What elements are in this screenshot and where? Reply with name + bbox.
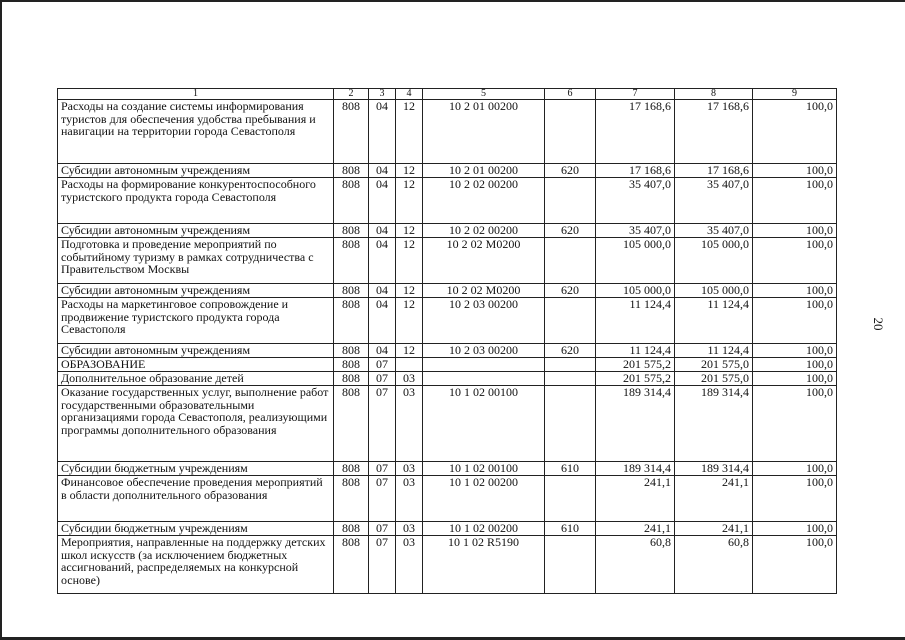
header-cell: 2 bbox=[334, 89, 369, 100]
table-row bbox=[58, 358, 837, 372]
row-percent-cell: 100,0 bbox=[753, 372, 837, 386]
row-target-article-cell: 10 1 02 00100 bbox=[423, 386, 545, 462]
row-expense-type-cell: 610 bbox=[545, 462, 596, 476]
row-subsection-cell: 12 bbox=[396, 224, 423, 238]
row-expense-type-cell bbox=[545, 536, 596, 594]
row-actual-cell: 35 407,0 bbox=[675, 178, 753, 224]
row-code-cell: 808 bbox=[334, 164, 369, 178]
row-actual-cell: 201 575,0 bbox=[675, 372, 753, 386]
row-target-article-cell: 10 1 02 00100 bbox=[423, 462, 545, 476]
row-subsection-cell: 12 bbox=[396, 178, 423, 224]
row-target-article-cell: 10 2 01 00200 bbox=[423, 164, 545, 178]
row-plan-cell: 35 407,0 bbox=[596, 178, 675, 224]
row-expense-type-cell: 620 bbox=[545, 284, 596, 298]
row-target-article-cell: 10 1 02 R5190 bbox=[423, 536, 545, 594]
table-row bbox=[58, 298, 837, 344]
row-name-cell: Субсидии автономным учреждениям bbox=[58, 344, 334, 358]
table-row bbox=[58, 284, 837, 298]
row-percent-cell: 100,0 bbox=[753, 536, 837, 594]
row-plan-cell: 105 000,0 bbox=[596, 238, 675, 284]
row-code-cell: 808 bbox=[334, 238, 369, 284]
row-target-article-cell: 10 1 02 00200 bbox=[423, 476, 545, 522]
row-percent-cell: 100,0 bbox=[753, 224, 837, 238]
row-actual-cell: 241,1 bbox=[675, 476, 753, 522]
header-cell: 1 bbox=[58, 89, 334, 100]
row-target-article-cell: 10 2 01 00200 bbox=[423, 100, 545, 164]
row-code-cell: 808 bbox=[334, 386, 369, 462]
row-expense-type-cell: 610 bbox=[545, 522, 596, 536]
table-row bbox=[58, 386, 837, 462]
row-code-cell: 808 bbox=[334, 536, 369, 594]
row-plan-cell: 35 407,0 bbox=[596, 224, 675, 238]
row-plan-cell: 241,1 bbox=[596, 522, 675, 536]
row-expense-type-cell bbox=[545, 298, 596, 344]
row-actual-cell: 105 000,0 bbox=[675, 238, 753, 284]
row-subsection-cell: 03 bbox=[396, 386, 423, 462]
row-actual-cell: 105 000,0 bbox=[675, 284, 753, 298]
row-percent-cell: 100,0 bbox=[753, 100, 837, 164]
header-cell: 5 bbox=[423, 89, 545, 100]
row-subsection-cell: 03 bbox=[396, 462, 423, 476]
row-code-cell: 808 bbox=[334, 344, 369, 358]
row-actual-cell: 241,1 bbox=[675, 522, 753, 536]
row-section-cell: 04 bbox=[369, 100, 396, 164]
row-section-cell: 04 bbox=[369, 164, 396, 178]
row-name-cell: Дополнительное образование детей bbox=[58, 372, 334, 386]
row-code-cell: 808 bbox=[334, 372, 369, 386]
row-percent-cell: 100,0 bbox=[753, 358, 837, 372]
row-percent-cell: 100,0 bbox=[753, 522, 837, 536]
row-actual-cell: 35 407,0 bbox=[675, 224, 753, 238]
row-subsection-cell: 12 bbox=[396, 100, 423, 164]
row-expense-type-cell bbox=[545, 372, 596, 386]
row-expense-type-cell bbox=[545, 238, 596, 284]
row-name-cell: Субсидии бюджетным учреждениям bbox=[58, 522, 334, 536]
table-row bbox=[58, 476, 837, 522]
row-actual-cell: 11 124,4 bbox=[675, 298, 753, 344]
row-plan-cell: 11 124,4 bbox=[596, 344, 675, 358]
table-row bbox=[58, 238, 837, 284]
row-subsection-cell: 12 bbox=[396, 238, 423, 284]
row-name-cell: Мероприятия, направленные на поддержку детских школ искусств (за исключением бюджетных ассигнований, распределяемых на конкурсной основе) bbox=[58, 536, 334, 594]
row-name-cell: Расходы на создание системы информирования туристов для обеспечения удобства пребывания и навигации на территории города Севастополя bbox=[58, 100, 334, 164]
row-percent-cell: 100,0 bbox=[753, 462, 837, 476]
table-row bbox=[58, 372, 837, 386]
row-subsection-cell: 03 bbox=[396, 536, 423, 594]
row-section-cell: 07 bbox=[369, 522, 396, 536]
page-border-left bbox=[0, 0, 2, 640]
row-percent-cell: 100,0 bbox=[753, 178, 837, 224]
row-name-cell: Субсидии автономным учреждениям bbox=[58, 284, 334, 298]
row-actual-cell: 189 314,4 bbox=[675, 386, 753, 462]
row-expense-type-cell bbox=[545, 476, 596, 522]
row-subsection-cell: 03 bbox=[396, 476, 423, 522]
table-row bbox=[58, 224, 837, 238]
row-plan-cell: 189 314,4 bbox=[596, 386, 675, 462]
header-cell: 9 bbox=[753, 89, 837, 100]
row-name-cell: Оказание государственных услуг, выполнение работ государственными образовательными организациями города Севастополя, реализующими программы дополнительного образования bbox=[58, 386, 334, 462]
row-name-cell: Подготовка и проведение мероприятий по событийному туризму в рамках сотрудничества с Правительством Москвы bbox=[58, 238, 334, 284]
table-header-row bbox=[58, 89, 837, 100]
row-name-cell: Субсидии бюджетным учреждениям bbox=[58, 462, 334, 476]
row-code-cell: 808 bbox=[334, 522, 369, 536]
row-code-cell: 808 bbox=[334, 476, 369, 522]
row-expense-type-cell bbox=[545, 178, 596, 224]
row-actual-cell: 60,8 bbox=[675, 536, 753, 594]
row-name-cell: ОБРАЗОВАНИЕ bbox=[58, 358, 334, 372]
table-row bbox=[58, 344, 837, 358]
row-subsection-cell bbox=[396, 358, 423, 372]
header-cell: 3 bbox=[369, 89, 396, 100]
row-percent-cell: 100,0 bbox=[753, 284, 837, 298]
row-actual-cell: 189 314,4 bbox=[675, 462, 753, 476]
table-row bbox=[58, 164, 837, 178]
row-name-cell: Расходы на маркетинговое сопровождение и продвижение туристского продукта города Севастополя bbox=[58, 298, 334, 344]
row-section-cell: 07 bbox=[369, 358, 396, 372]
row-name-cell: Субсидии автономным учреждениям bbox=[58, 164, 334, 178]
row-percent-cell: 100,0 bbox=[753, 386, 837, 462]
row-subsection-cell: 03 bbox=[396, 522, 423, 536]
row-name-cell: Расходы на формирование конкурентоспособного туристского продукта города Севастополя bbox=[58, 178, 334, 224]
page-border-top bbox=[0, 0, 905, 2]
row-target-article-cell: 10 2 03 00200 bbox=[423, 298, 545, 344]
row-section-cell: 04 bbox=[369, 344, 396, 358]
row-target-article-cell: 10 2 02 М0200 bbox=[423, 238, 545, 284]
row-code-cell: 808 bbox=[334, 100, 369, 164]
row-expense-type-cell: 620 bbox=[545, 164, 596, 178]
row-section-cell: 04 bbox=[369, 298, 396, 344]
row-code-cell: 808 bbox=[334, 298, 369, 344]
row-expense-type-cell: 620 bbox=[545, 224, 596, 238]
row-code-cell: 808 bbox=[334, 224, 369, 238]
row-plan-cell: 105 000,0 bbox=[596, 284, 675, 298]
row-code-cell: 808 bbox=[334, 358, 369, 372]
row-plan-cell: 60,8 bbox=[596, 536, 675, 594]
row-section-cell: 07 bbox=[369, 462, 396, 476]
row-name-cell: Финансовое обеспечение проведения мероприятий в области дополнительного образования bbox=[58, 476, 334, 522]
row-percent-cell: 100,0 bbox=[753, 344, 837, 358]
row-name-cell: Субсидии автономным учреждениям bbox=[58, 224, 334, 238]
row-section-cell: 07 bbox=[369, 372, 396, 386]
row-target-article-cell bbox=[423, 372, 545, 386]
row-target-article-cell: 10 2 03 00200 bbox=[423, 344, 545, 358]
table-row bbox=[58, 536, 837, 594]
row-section-cell: 07 bbox=[369, 536, 396, 594]
row-section-cell: 04 bbox=[369, 224, 396, 238]
row-subsection-cell: 03 bbox=[396, 372, 423, 386]
row-plan-cell: 17 168,6 bbox=[596, 100, 675, 164]
row-section-cell: 04 bbox=[369, 238, 396, 284]
row-plan-cell: 201 575,2 bbox=[596, 358, 675, 372]
table-row bbox=[58, 462, 837, 476]
page-number: 20 bbox=[871, 317, 886, 331]
table-row bbox=[58, 522, 837, 536]
row-expense-type-cell bbox=[545, 100, 596, 164]
row-target-article-cell: 10 2 02 00200 bbox=[423, 178, 545, 224]
row-subsection-cell: 12 bbox=[396, 298, 423, 344]
header-cell: 7 bbox=[596, 89, 675, 100]
budget-table bbox=[57, 88, 837, 594]
row-percent-cell: 100,0 bbox=[753, 298, 837, 344]
header-cell: 8 bbox=[675, 89, 753, 100]
row-subsection-cell: 12 bbox=[396, 164, 423, 178]
row-subsection-cell: 12 bbox=[396, 284, 423, 298]
row-percent-cell: 100,0 bbox=[753, 238, 837, 284]
row-target-article-cell: 10 2 02 00200 bbox=[423, 224, 545, 238]
row-subsection-cell: 12 bbox=[396, 344, 423, 358]
row-plan-cell: 201 575,2 bbox=[596, 372, 675, 386]
header-cell: 4 bbox=[396, 89, 423, 100]
table-row bbox=[58, 178, 837, 224]
row-actual-cell: 11 124,4 bbox=[675, 344, 753, 358]
row-target-article-cell: 10 1 02 00200 bbox=[423, 522, 545, 536]
row-section-cell: 04 bbox=[369, 178, 396, 224]
row-expense-type-cell bbox=[545, 386, 596, 462]
row-percent-cell: 100,0 bbox=[753, 164, 837, 178]
row-plan-cell: 241,1 bbox=[596, 476, 675, 522]
row-code-cell: 808 bbox=[334, 284, 369, 298]
table-row bbox=[58, 100, 837, 164]
row-expense-type-cell: 620 bbox=[545, 344, 596, 358]
row-plan-cell: 189 314,4 bbox=[596, 462, 675, 476]
row-section-cell: 07 bbox=[369, 386, 396, 462]
row-target-article-cell: 10 2 02 М0200 bbox=[423, 284, 545, 298]
header-cell: 6 bbox=[545, 89, 596, 100]
row-target-article-cell bbox=[423, 358, 545, 372]
row-code-cell: 808 bbox=[334, 178, 369, 224]
row-code-cell: 808 bbox=[334, 462, 369, 476]
row-actual-cell: 17 168,6 bbox=[675, 100, 753, 164]
row-actual-cell: 201 575,0 bbox=[675, 358, 753, 372]
row-plan-cell: 11 124,4 bbox=[596, 298, 675, 344]
row-section-cell: 07 bbox=[369, 476, 396, 522]
row-expense-type-cell bbox=[545, 358, 596, 372]
row-plan-cell: 17 168,6 bbox=[596, 164, 675, 178]
row-actual-cell: 17 168,6 bbox=[675, 164, 753, 178]
table-body bbox=[58, 89, 837, 594]
row-percent-cell: 100,0 bbox=[753, 476, 837, 522]
row-section-cell: 04 bbox=[369, 284, 396, 298]
